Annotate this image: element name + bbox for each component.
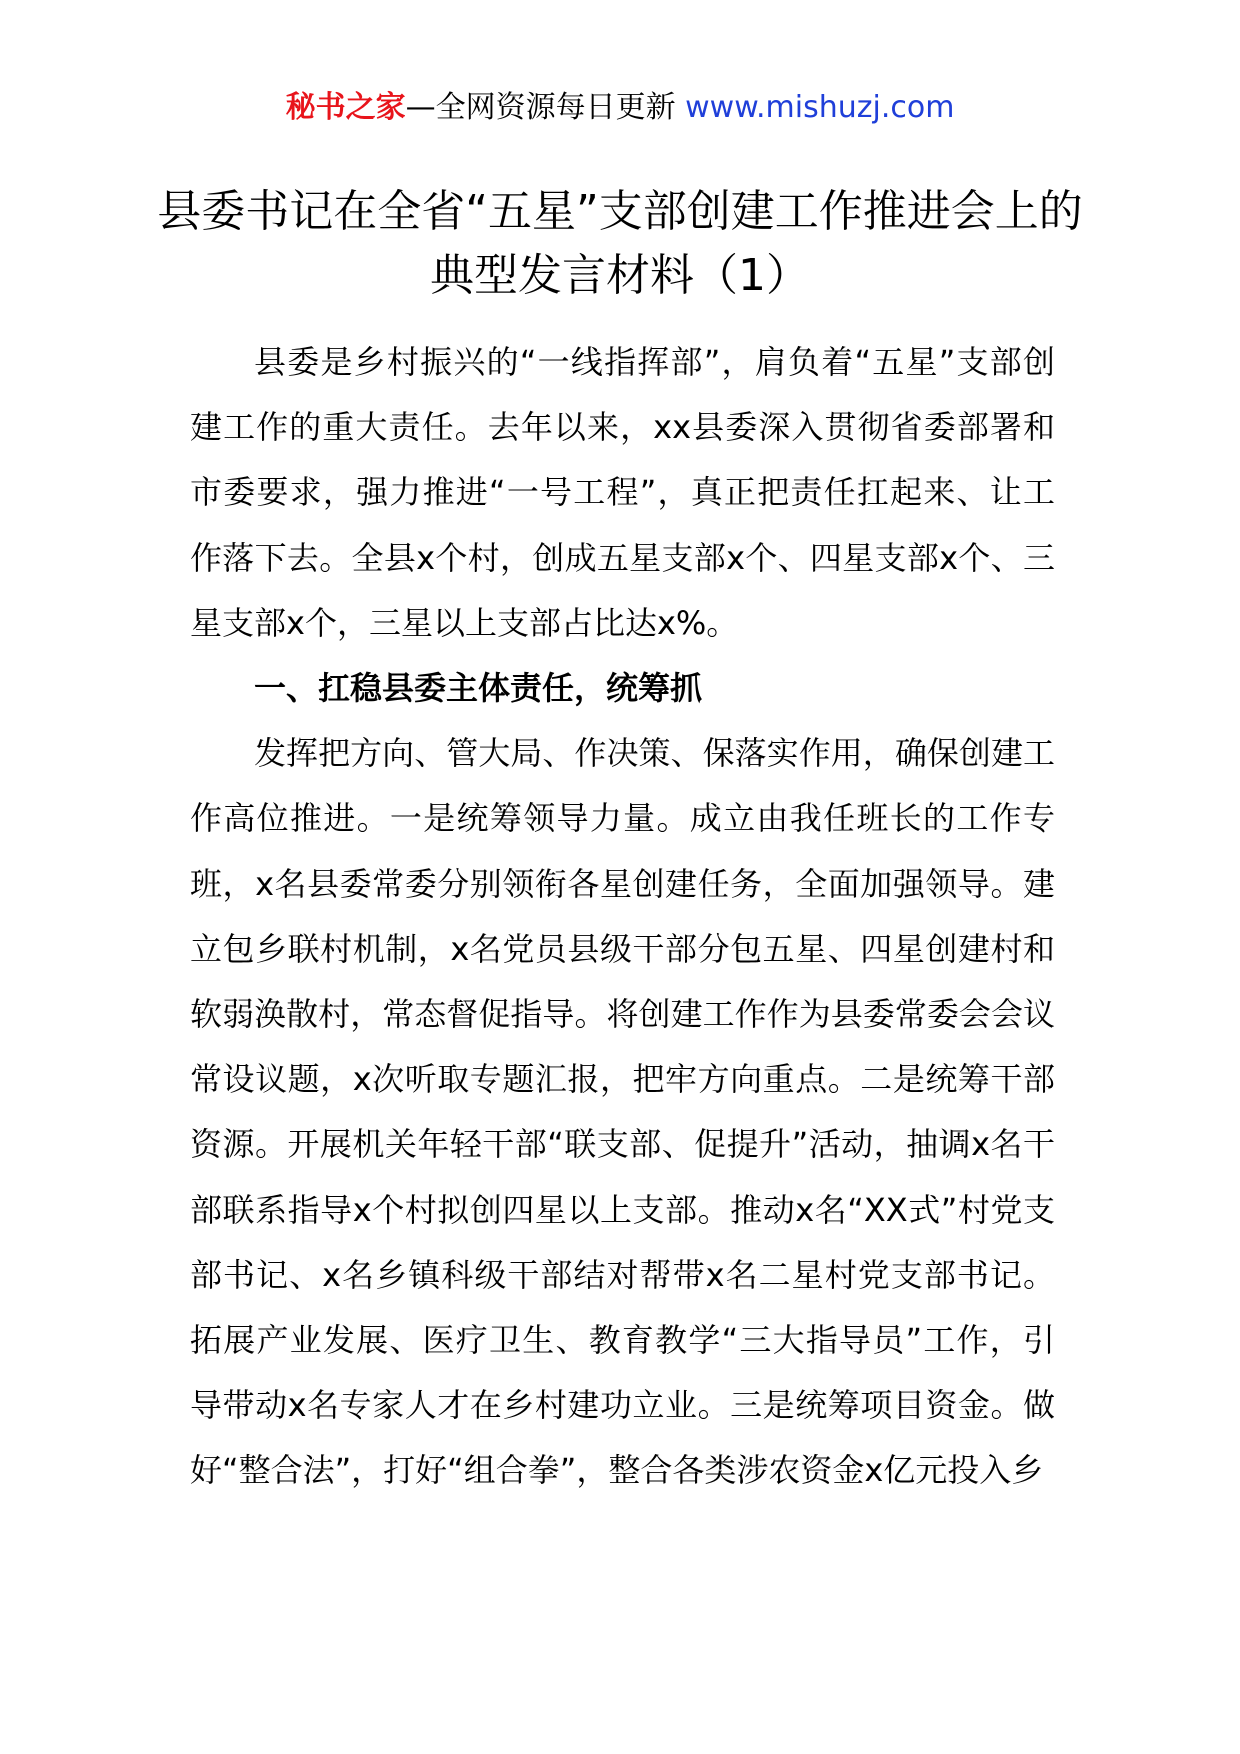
body-paragraph: 发挥把方向、管大局、作决策、保落实作用，确保创建工作高位推进。一是统筹领导力量。成立由我任班长的工作专班，x名县委常委分别领衔各星创建任务，全面加强领导。建立包乡联村机制，x名党员县级干部分包五星、四星创建村和软弱涣散村，常态督促指导。将创建工作作为县委常委会会议常设议题，x次听取专题汇报，把牢方向重点。二是统筹干部资源。开展机关年轻干部“联支部、促提升”活动，抽调x名干部联系指导x个村拟创四星以上支部。推动x名“XX式”村党支部书记、x名乡镇科级干部结对帮带x名二星村党支部书记。拓展产业发展、医疗卫生、教育教学“三大指导员”工作，引导带动x名专家人才在乡村建功立业。三是统筹项目资金。做好“整合法”，打好“组合拳”，整合各类涉农资金x亿元投入乡 [190, 734, 1055, 1490]
intro-paragraph: 县委是乡村振兴的“一线指挥部”，肩负着“五星”支部创建工作的重大责任。去年以来，xx县委深入贯彻省委部署和市委要求，强力推进“一号工程”，真正把责任扛起来、让工作落下去。全县x个村，创成五星支部x个、四星支部x个、三星支部x个，三星以上支部占比达x%。 [190, 343, 1055, 642]
site-url-link[interactable]: www.mishuzj.com [685, 90, 955, 125]
site-tagline: —全网资源每日更新 [405, 90, 676, 125]
document-title: 县委书记在全省“五星”支部创建工作推进会上的典型发言材料（1） [157, 186, 1083, 301]
site-header [0, 88, 1240, 128]
site-brand: 秘书之家 [285, 90, 406, 125]
section-heading: 一、扛稳县委主体责任，统筹抓 [254, 669, 703, 708]
document-body [190, 330, 1055, 1504]
